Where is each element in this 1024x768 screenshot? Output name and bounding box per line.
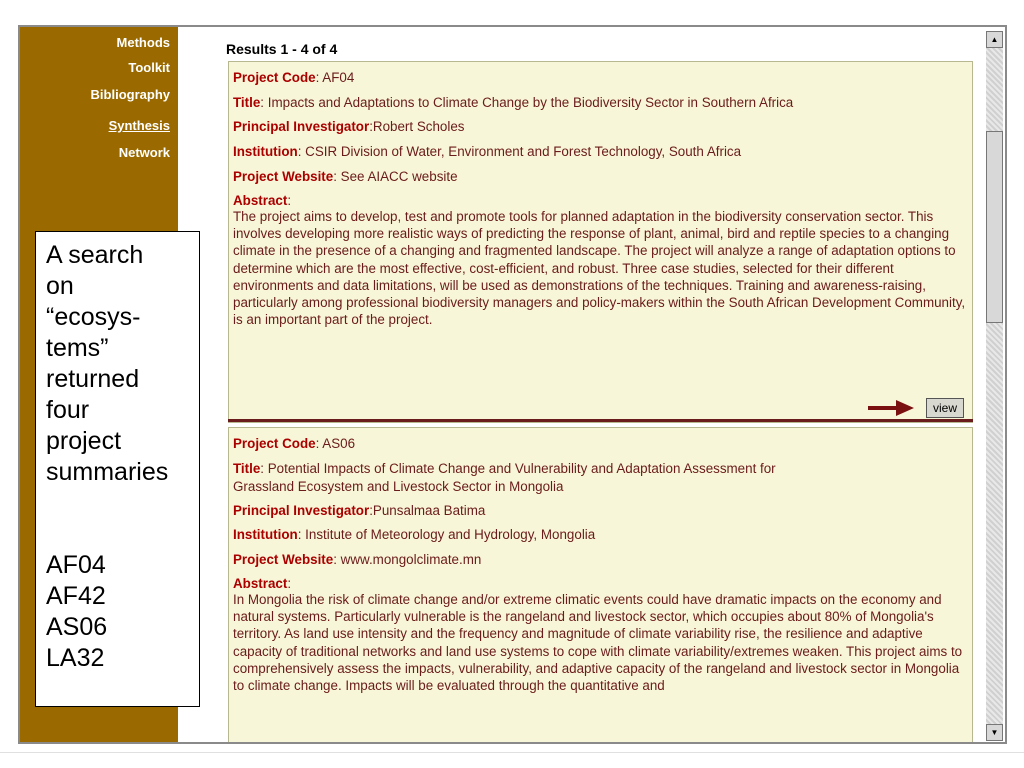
pi-row: Principal Investigator:Robert Scholes bbox=[233, 119, 465, 134]
institution-value: Institute of Meteorology and Hydrology, Mongolia bbox=[305, 527, 596, 542]
title-row: Title: Potential Impacts of Climate Change and Vulnerability and Adaptation Assessment for bbox=[233, 461, 776, 476]
nav-network[interactable]: Network bbox=[118, 145, 170, 160]
website-link[interactable]: See AIACC website bbox=[340, 169, 458, 184]
title-label: Title bbox=[233, 461, 261, 476]
vertical-scrollbar[interactable] bbox=[986, 31, 1003, 741]
abstract-heading: Abstract: bbox=[233, 576, 292, 591]
callout-line: summaries bbox=[46, 458, 169, 486]
website-row: Project Website: See AIACC website bbox=[233, 169, 458, 184]
abstract-text: In Mongolia the risk of climate change and/or extreme climatic events could have dramatic impacts on the economy and natural systems. Particularly vulnerable is the rangeland and livestock sector, which occupies about 80% of Mongolia's territory. As land use intensity and the frequency and magnitude of climate variability rise, the resilience and adaptive capacity of traditional networks and land use systems to cope with climate variability/extremes weaken. This project aims to comprehensively assess the impacts, vulnerability, and adaptive capacity of the rangeland and livestock sector in Mongolia to climate change. Impacts will be evaluated through the quantitative and bbox=[233, 592, 963, 694]
project-code-value: AF04 bbox=[322, 70, 355, 85]
callout-line: on bbox=[46, 272, 74, 300]
project-code-label: Project Code bbox=[233, 70, 316, 85]
website-link[interactable]: www.mongolclimate.mn bbox=[340, 552, 482, 567]
callout-code: LA32 bbox=[46, 644, 105, 672]
scroll-thumb[interactable] bbox=[986, 131, 1003, 323]
callout-line: A search bbox=[46, 241, 144, 269]
abstract-text: The project aims to develop, test and promote tools for planned adaptation in the biodiversity conservation sector. This involves developing more realistic ways of predicting the response of plant, animal, bird and reptile species to a changing climate in the presence of a changing and fragmented landscape. The project will analyze a range of adaptation options to determine which are the most effective, cost-efficient, and robust. Three case studies, selected for their different environments and data limitations, will be used as demonstrations of the techniques. Training and awareness-raising, particularly among professional biodiversity managers and policy-makers within the South African Development Community, is an important part of the project. bbox=[233, 209, 966, 328]
callout-line: “ecosys- bbox=[46, 303, 141, 331]
callout-code: AF04 bbox=[46, 551, 106, 579]
view-button[interactable]: view bbox=[926, 398, 964, 418]
institution-value: CSIR Division of Water, Environment and Forest Technology, South Africa bbox=[305, 144, 742, 159]
pi-label: Principal Investigator bbox=[233, 503, 370, 518]
title-value: Impacts and Adaptations to Climate Change by the Biodiversity Sector in Southern Africa bbox=[267, 95, 794, 110]
nav-synthesis[interactable]: Synthesis bbox=[108, 118, 170, 133]
results-count: Results 1 - 4 of 4 bbox=[226, 41, 338, 57]
title-value-line2: Grassland Ecosystem and Livestock Sector in Mongolia bbox=[233, 479, 564, 494]
website-label: Project Website bbox=[233, 169, 334, 184]
pi-label: Principal Investigator bbox=[233, 119, 370, 134]
browser-frame bbox=[18, 25, 1007, 744]
website-row: Project Website: www.mongolclimate.mn bbox=[233, 552, 482, 567]
results-panel bbox=[220, 27, 985, 742]
project-code-label: Project Code bbox=[233, 436, 316, 451]
project-code-row: Project Code: AS06 bbox=[233, 436, 356, 451]
project-card bbox=[228, 427, 973, 744]
annotation-callout bbox=[35, 231, 200, 707]
project-code-value: AS06 bbox=[322, 436, 356, 451]
title-row-continued bbox=[233, 479, 563, 494]
callout-code: AF42 bbox=[46, 582, 106, 610]
pi-value: Robert Scholes bbox=[372, 119, 465, 134]
nav-methods[interactable]: Methods bbox=[116, 35, 170, 50]
project-card bbox=[228, 61, 973, 423]
callout-line: project bbox=[46, 427, 122, 455]
title-row: Title: Impacts and Adaptations to Climate Change by the Biodiversity Sector in Southern Africa bbox=[233, 95, 794, 110]
pi-value: Punsalmaa Batima bbox=[372, 503, 486, 518]
scroll-up-arrow-icon[interactable]: ▲ bbox=[986, 31, 1003, 48]
institution-row: Institution: CSIR Division of Water, Environment and Forest Technology, South Africa bbox=[233, 144, 742, 159]
abstract-label: Abstract bbox=[233, 193, 288, 208]
callout-line: four bbox=[46, 396, 90, 424]
title-value: Potential Impacts of Climate Change and Vulnerability and Adaptation Assessment for bbox=[267, 461, 776, 476]
callout-line: returned bbox=[46, 365, 140, 393]
project-code-row: Project Code: AF04 bbox=[233, 70, 355, 85]
callout-code: AS06 bbox=[46, 613, 108, 641]
abstract-heading: Abstract: bbox=[233, 193, 292, 208]
divider bbox=[0, 752, 1024, 753]
abstract-label: Abstract bbox=[233, 576, 288, 591]
institution-row: Institution: Institute of Meteorology and Hydrology, Mongolia bbox=[233, 527, 596, 542]
scroll-down-arrow-icon[interactable]: ▼ bbox=[986, 724, 1003, 741]
pi-row: Principal Investigator:Punsalmaa Batima bbox=[233, 503, 486, 518]
nav-toolkit[interactable]: Toolkit bbox=[128, 60, 170, 75]
nav-bibliography[interactable]: Bibliography bbox=[90, 87, 170, 102]
divider bbox=[228, 419, 973, 422]
institution-label: Institution bbox=[233, 527, 298, 542]
institution-label: Institution bbox=[233, 144, 298, 159]
callout-line: tems” bbox=[46, 334, 109, 362]
title-label: Title bbox=[233, 95, 261, 110]
arrow-right-icon bbox=[868, 400, 914, 416]
website-label: Project Website bbox=[233, 552, 334, 567]
